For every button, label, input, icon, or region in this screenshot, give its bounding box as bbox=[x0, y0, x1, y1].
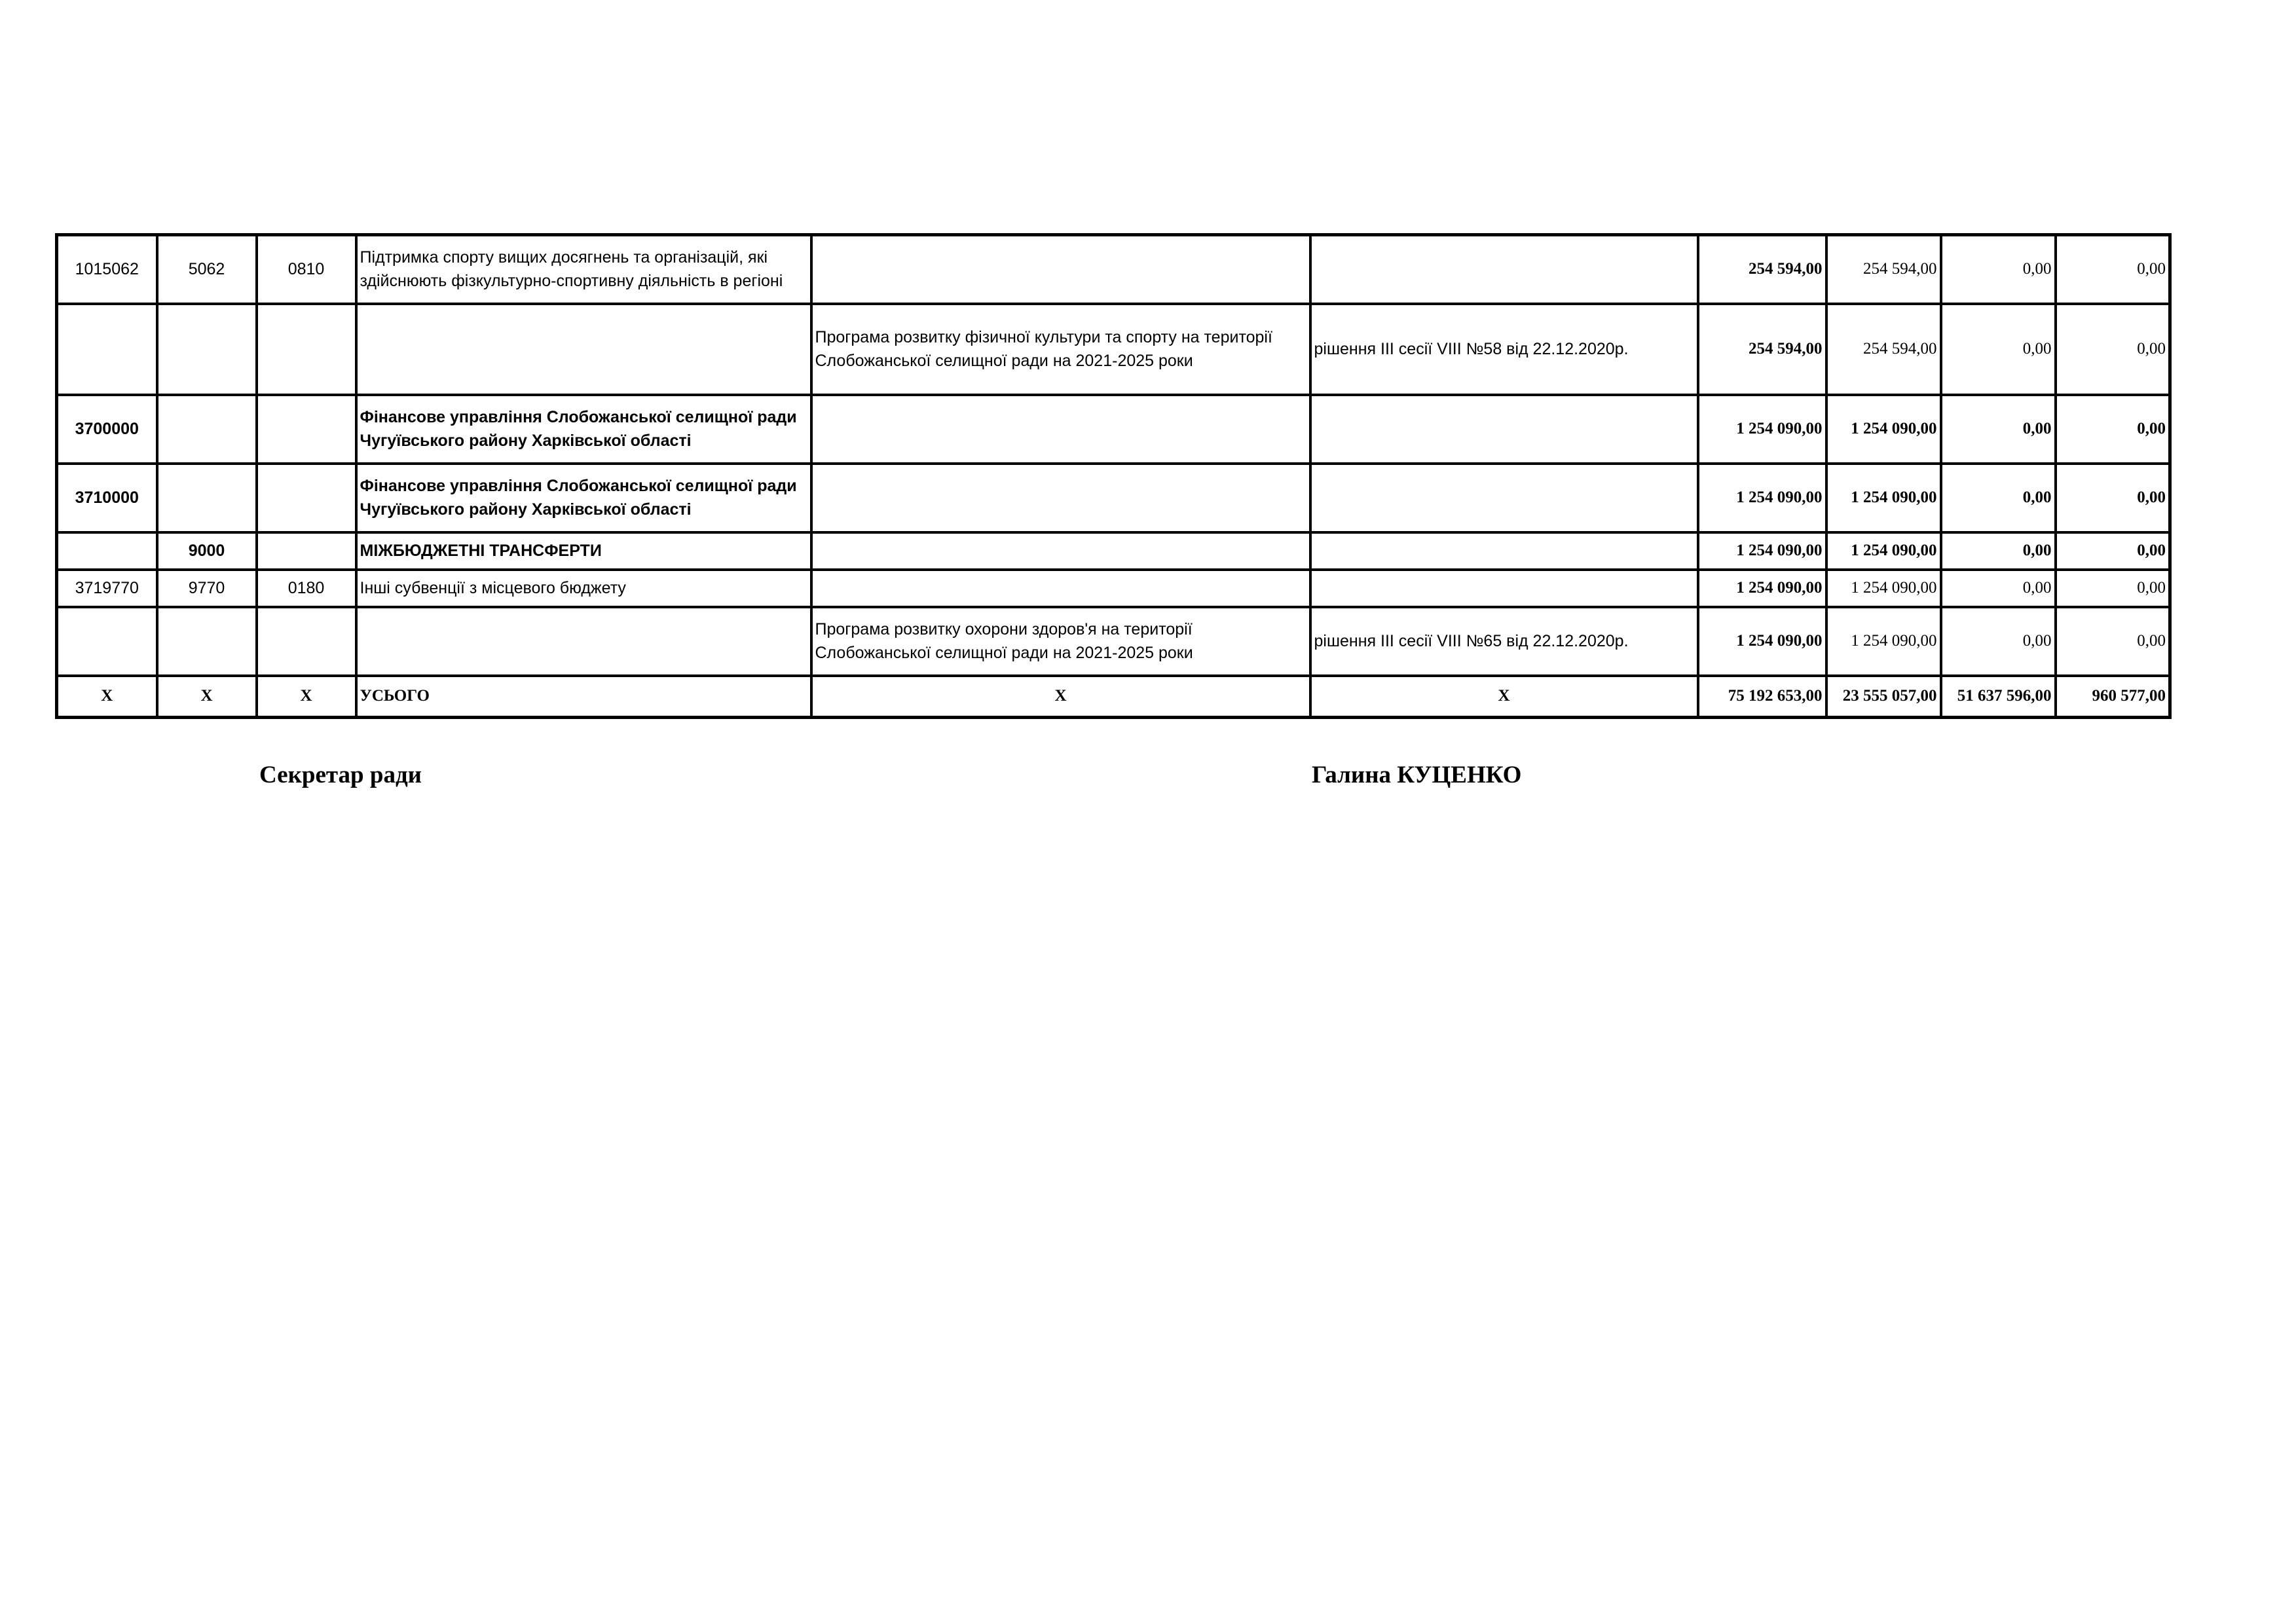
name-cell: Фінансове управління Слобожанської селищної ради Чугуївського району Харківської області bbox=[356, 395, 811, 464]
table-row bbox=[57, 304, 2170, 395]
program-name-cell bbox=[811, 395, 1310, 464]
development-budget-cell: 0,00 bbox=[2056, 235, 2170, 304]
fkvk-cell bbox=[257, 304, 356, 395]
function-code-cell: 9000 bbox=[157, 532, 257, 570]
general-fund-cell: 254 594,00 bbox=[1826, 235, 1941, 304]
total-cell: 1 254 090,00 bbox=[1698, 395, 1826, 464]
table-row bbox=[57, 607, 2170, 676]
total-cell: 1 254 090,00 bbox=[1698, 607, 1826, 676]
program-code-cell: 1015062 bbox=[57, 235, 157, 304]
fkvk-cell bbox=[257, 464, 356, 532]
special-fund-cell: 0,00 bbox=[1941, 570, 2056, 607]
special-fund-cell: 0,00 bbox=[1941, 235, 2056, 304]
general-fund-cell: 23 555 057,00 bbox=[1826, 676, 1941, 718]
program-code-cell bbox=[57, 304, 157, 395]
fkvk-cell: 0810 bbox=[257, 235, 356, 304]
decision-cell bbox=[1310, 570, 1698, 607]
general-fund-cell: 1 254 090,00 bbox=[1826, 532, 1941, 570]
table-row bbox=[57, 235, 2170, 304]
function-code-cell: 9770 bbox=[157, 570, 257, 607]
name-cell bbox=[356, 304, 811, 395]
fkvk-cell: 0180 bbox=[257, 570, 356, 607]
development-budget-cell: 0,00 bbox=[2056, 570, 2170, 607]
total-cell: 1 254 090,00 bbox=[1698, 532, 1826, 570]
fkvk-cell bbox=[257, 395, 356, 464]
signature-position: Секретар ради bbox=[259, 762, 422, 788]
decision-cell: Х bbox=[1310, 676, 1698, 718]
name-cell: Фінансове управління Слобожанської селищної ради Чугуївського району Харківської області bbox=[356, 464, 811, 532]
program-code-cell: 3710000 bbox=[57, 464, 157, 532]
table-row bbox=[57, 395, 2170, 464]
table-row bbox=[57, 532, 2170, 570]
function-code-cell bbox=[157, 464, 257, 532]
signature-name: Галина КУЦЕНКО bbox=[1312, 762, 1522, 788]
general-fund-cell: 1 254 090,00 bbox=[1826, 570, 1941, 607]
special-fund-cell: 0,00 bbox=[1941, 532, 2056, 570]
total-cell: 1 254 090,00 bbox=[1698, 464, 1826, 532]
decision-cell bbox=[1310, 532, 1698, 570]
decision-cell: рішення ІІІ сесії VІІІ №58 від 22.12.2020р. bbox=[1310, 304, 1698, 395]
function-code-cell bbox=[157, 607, 257, 676]
fkvk-cell: Х bbox=[257, 676, 356, 718]
decision-cell bbox=[1310, 235, 1698, 304]
decision-cell bbox=[1310, 464, 1698, 532]
development-budget-cell: 960 577,00 bbox=[2056, 676, 2170, 718]
name-cell bbox=[356, 607, 811, 676]
program-code-cell bbox=[57, 532, 157, 570]
decision-cell: рішення ІІІ сесії VІІІ №65 від 22.12.2020р. bbox=[1310, 607, 1698, 676]
fkvk-cell bbox=[257, 532, 356, 570]
name-cell: МІЖБЮДЖЕТНІ ТРАНСФЕРТИ bbox=[356, 532, 811, 570]
program-code-cell: Х bbox=[57, 676, 157, 718]
program-name-cell bbox=[811, 235, 1310, 304]
program-name-cell bbox=[811, 570, 1310, 607]
program-name-cell: Програма розвитку охорони здоров'я на території Слобожанської селищної ради на 2021-2025 роки bbox=[811, 607, 1310, 676]
development-budget-cell: 0,00 bbox=[2056, 464, 2170, 532]
function-code-cell: Х bbox=[157, 676, 257, 718]
total-cell: 75 192 653,00 bbox=[1698, 676, 1826, 718]
total-label-cell: УСЬОГО bbox=[356, 676, 811, 718]
budget-table bbox=[55, 233, 2172, 719]
table-row bbox=[57, 570, 2170, 607]
total-row bbox=[57, 676, 2170, 718]
total-cell: 1 254 090,00 bbox=[1698, 570, 1826, 607]
fkvk-cell bbox=[257, 607, 356, 676]
general-fund-cell: 254 594,00 bbox=[1826, 304, 1941, 395]
development-budget-cell: 0,00 bbox=[2056, 532, 2170, 570]
program-name-cell bbox=[811, 532, 1310, 570]
function-code-cell bbox=[157, 304, 257, 395]
total-cell: 254 594,00 bbox=[1698, 304, 1826, 395]
program-name-cell: Програма розвитку фізичної культури та спорту на території Слобожанської селищної ради на 2021-2025 роки bbox=[811, 304, 1310, 395]
special-fund-cell: 0,00 bbox=[1941, 395, 2056, 464]
general-fund-cell: 1 254 090,00 bbox=[1826, 464, 1941, 532]
program-name-cell bbox=[811, 464, 1310, 532]
function-code-cell: 5062 bbox=[157, 235, 257, 304]
special-fund-cell: 0,00 bbox=[1941, 464, 2056, 532]
general-fund-cell: 1 254 090,00 bbox=[1826, 607, 1941, 676]
total-cell: 254 594,00 bbox=[1698, 235, 1826, 304]
program-code-cell bbox=[57, 607, 157, 676]
general-fund-cell: 1 254 090,00 bbox=[1826, 395, 1941, 464]
special-fund-cell: 0,00 bbox=[1941, 607, 2056, 676]
name-cell: Підтримка спорту вищих досягнень та організацій, які здійснюють фізкультурно-спортивну діяльність в регіоні bbox=[356, 235, 811, 304]
program-code-cell: 3719770 bbox=[57, 570, 157, 607]
development-budget-cell: 0,00 bbox=[2056, 607, 2170, 676]
development-budget-cell: 0,00 bbox=[2056, 395, 2170, 464]
development-budget-cell: 0,00 bbox=[2056, 304, 2170, 395]
special-fund-cell: 0,00 bbox=[1941, 304, 2056, 395]
program-name-cell: Х bbox=[811, 676, 1310, 718]
special-fund-cell: 51 637 596,00 bbox=[1941, 676, 2056, 718]
program-code-cell: 3700000 bbox=[57, 395, 157, 464]
decision-cell bbox=[1310, 395, 1698, 464]
table-row bbox=[57, 464, 2170, 532]
function-code-cell bbox=[157, 395, 257, 464]
name-cell: Інші субвенції з місцевого бюджету bbox=[356, 570, 811, 607]
